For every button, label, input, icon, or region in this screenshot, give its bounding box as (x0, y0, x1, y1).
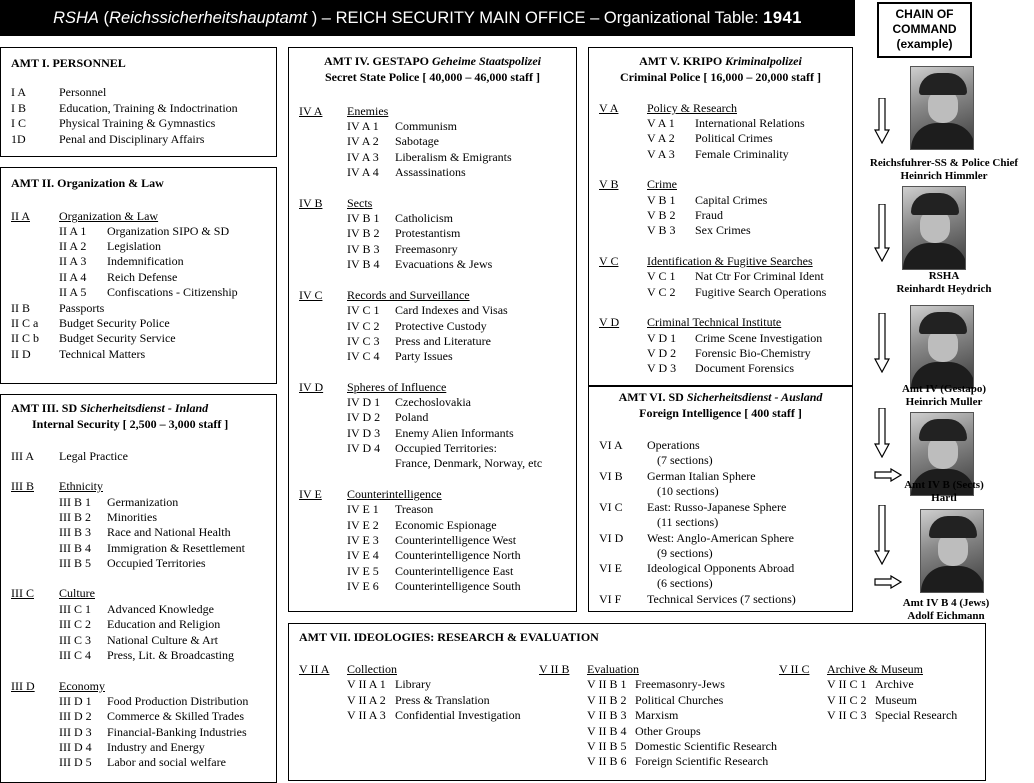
org-code: IV D 3 (347, 426, 381, 440)
org-code: III B 5 (59, 556, 91, 570)
org-code: V D 2 (647, 346, 677, 360)
org-code: III B 2 (59, 510, 91, 524)
org-label: Policy & Research (647, 101, 737, 115)
org-code: III C (11, 586, 34, 600)
org-code: I A (11, 85, 26, 99)
amt-1-heading: AMT I. PERSONNEL (11, 56, 126, 70)
org-label: Identification & Fugitive Searches (647, 254, 813, 268)
org-label: (11 sections) (657, 515, 719, 529)
org-label: Fraud (695, 208, 723, 222)
org-code: IV A (299, 104, 323, 118)
org-label: Marxism (635, 708, 679, 723)
org-label: Archive & Museum (827, 662, 923, 676)
down-arrow-icon (874, 408, 890, 458)
org-label: Reich Defense (107, 270, 178, 284)
org-label: (6 sections) (657, 576, 713, 590)
org-code: IV A 4 (347, 165, 379, 179)
org-code: VI D (599, 531, 624, 545)
org-label: Germanization (107, 495, 179, 509)
org-label: Criminal Technical Institute (647, 315, 782, 329)
amt-2-box (0, 167, 277, 384)
org-label: (10 sections) (657, 484, 719, 498)
org-label: Budget Security Service (59, 331, 176, 345)
right-arrow-icon (874, 575, 902, 589)
org-code: IV B 2 (347, 226, 380, 240)
down-arrow-icon (874, 313, 890, 373)
org-code: IV A 2 (347, 134, 379, 148)
org-code: V II C (779, 662, 810, 676)
caption-title: Amt IV B (Sects) (904, 479, 984, 491)
org-code: V II A 3 (347, 708, 386, 723)
org-code: VI E (599, 561, 622, 575)
org-code: III B 3 (59, 525, 91, 539)
org-label: Sex Crimes (695, 223, 751, 237)
org-label: Enemies (347, 104, 389, 118)
org-label: Foreign Scientific Research (635, 754, 769, 769)
org-code: V II B (539, 662, 570, 676)
org-code: IV C 2 (347, 319, 380, 333)
amt-4-box (288, 47, 577, 612)
org-label: Special Research (875, 708, 958, 723)
org-label: Liberalism & Emigrants (395, 150, 512, 164)
org-label: Sects (347, 196, 373, 210)
org-code: III D 1 (59, 694, 92, 708)
org-label: Crime Scene Investigation (695, 331, 823, 345)
amt-3-box (0, 394, 277, 783)
org-label: Press & Translation (395, 692, 490, 707)
org-code: IV E 3 (347, 533, 379, 547)
org-code: V II B 6 (587, 754, 627, 769)
org-label: Document Forensics (695, 361, 794, 375)
amt-2-heading: AMT II. Organization & Law (11, 176, 164, 190)
org-label: Passports (59, 301, 105, 315)
org-code: V II B 1 (587, 677, 627, 692)
org-label: Confidential Investigation (395, 708, 521, 723)
title-rest: ) – REICH SECURITY MAIN OFFICE – Organizational Table: (307, 9, 764, 27)
org-code: V A 1 (647, 116, 675, 130)
org-code: IV E 6 (347, 579, 379, 593)
org-label: Counterintelligence East (395, 564, 514, 578)
org-code: III B (11, 479, 34, 493)
org-label: German Italian Sphere (647, 469, 756, 483)
org-code: II A 3 (59, 254, 87, 268)
org-label: Communism (395, 119, 458, 133)
title-year: 1941 (763, 9, 802, 27)
org-label: Organization & Law (59, 209, 159, 223)
amt-6-heading: AMT VI. SD Sicherheitsdienst - Ausland (618, 390, 823, 404)
right-arrow-icon (874, 468, 902, 482)
org-code: V A 2 (647, 131, 675, 145)
title-org: RSHA (53, 9, 99, 27)
amt-3-subheading: Internal Security [ 2,500 – 3,000 staff ] (32, 417, 229, 431)
org-code: 1D (11, 132, 26, 146)
org-label: Food Production Distribution (107, 694, 249, 708)
org-label: Legal Practice (59, 449, 128, 463)
org-label: Financial-Banking Industries (107, 725, 247, 739)
org-code: V A (599, 101, 619, 115)
org-code: I C (11, 116, 26, 130)
org-code: V II A (299, 662, 330, 676)
portrait-caption (861, 597, 1031, 623)
org-label: Indemnification (107, 254, 184, 268)
org-label: Counterintelligence North (395, 548, 521, 562)
org-code: V D (599, 315, 620, 329)
org-label: Freemasonry-Jews (635, 677, 725, 692)
org-code: V II A 1 (347, 677, 386, 692)
org-code: V II C 1 (827, 677, 867, 692)
org-code: V II C 3 (827, 708, 867, 723)
org-code: IV B 1 (347, 211, 380, 225)
org-code: II A 2 (59, 239, 87, 253)
org-label: Occupied Territories: (395, 441, 497, 455)
org-code: V C (599, 254, 619, 268)
org-label: Personnel (59, 85, 107, 99)
org-code: V II A 2 (347, 692, 386, 707)
org-code: VI C (599, 500, 623, 514)
org-label: Economy (59, 679, 105, 693)
org-label: Press, Lit. & Broadcasting (107, 648, 234, 662)
org-code: IV E 2 (347, 518, 379, 532)
org-code: II A (11, 209, 30, 223)
caption-name: Adolf Eichmann (907, 610, 985, 622)
org-code: II A 4 (59, 270, 87, 284)
org-label: Confiscations - Citizenship (107, 285, 238, 299)
org-label: Protective Custody (395, 319, 487, 333)
org-label: Organization SIPO & SD (107, 224, 230, 238)
org-label: (7 sections) (657, 453, 713, 467)
org-code: III D (11, 679, 35, 693)
org-code: I B (11, 101, 26, 115)
org-label: (9 sections) (657, 546, 713, 560)
org-code: V II B 5 (587, 739, 627, 753)
org-label: Political Crimes (695, 131, 773, 145)
org-label: Crime (647, 177, 677, 191)
down-arrow-icon (874, 505, 890, 565)
org-code: IV D 1 (347, 395, 381, 409)
org-code: IV B (299, 196, 323, 210)
org-label: Immigration & Resettlement (107, 541, 245, 555)
org-label: Archive (875, 677, 914, 692)
org-label: Records and Surveillance (347, 288, 470, 302)
caption-name: Heinrich Himmler (900, 170, 988, 182)
org-label: Assassinations (395, 165, 466, 179)
org-label: Education and Religion (107, 617, 221, 631)
org-code: IV C (299, 288, 323, 302)
org-code: IV E (299, 487, 322, 501)
org-label: Freemasonry (395, 242, 458, 256)
org-label: Race and National Health (107, 525, 231, 539)
org-code: IV C 3 (347, 334, 380, 348)
portrait-photo (920, 509, 984, 593)
org-code: II D (11, 347, 31, 361)
org-label: Occupied Territories (107, 556, 206, 570)
org-code: VI A (599, 438, 623, 452)
amt-6-box (588, 385, 853, 612)
portrait-photo (902, 186, 966, 270)
org-label: Technical Services (7 sections) (647, 592, 796, 606)
portrait-caption (859, 383, 1029, 409)
org-code: V D 3 (647, 361, 677, 375)
page-title: RSHA (Reichssicherheitshauptamt ) – REICH SECURITY MAIN OFFICE – Organizational Table: 1941 (0, 0, 855, 36)
caption-name: Heinrich Muller (905, 396, 983, 408)
org-code: II C b (11, 331, 39, 345)
org-code: V A 3 (647, 147, 675, 161)
org-label: National Culture & Art (107, 633, 218, 647)
org-label: Economic Espionage (395, 518, 497, 532)
org-label: Nat Ctr For Criminal Ident (695, 269, 824, 283)
org-code: IV E 5 (347, 564, 379, 578)
caption-title: Amt IV B 4 (Jews) (902, 597, 990, 609)
org-label: Domestic Scientific Research (635, 739, 777, 753)
org-code: IV D 4 (347, 441, 381, 455)
title-org-german: Reichssicherheitshauptamt (109, 9, 308, 27)
org-label: Fugitive Search Operations (695, 285, 827, 299)
chain-of-command-heading: CHAIN OF COMMAND (example) (877, 2, 972, 58)
org-label: Treason (395, 502, 434, 516)
org-code: IV C 4 (347, 349, 380, 363)
org-label: Operations (647, 438, 700, 452)
amt-1-box (0, 47, 277, 157)
org-code: IV E 4 (347, 548, 379, 562)
org-label: Industry and Energy (107, 740, 205, 754)
org-code: V D 1 (647, 331, 677, 345)
org-label: Ethnicity (59, 479, 103, 493)
org-label: Museum (875, 692, 917, 707)
org-label: Education, Training & Indoctrination (59, 101, 238, 115)
org-code: VI F (599, 592, 622, 606)
org-label: Spheres of Influence (347, 380, 447, 394)
org-label: Advanced Knowledge (107, 602, 214, 616)
org-code: III B 4 (59, 541, 91, 555)
org-code: III D 4 (59, 740, 92, 754)
org-label: Library (395, 677, 431, 692)
caption-title: Amt IV (Gestapo) (901, 383, 987, 395)
org-code: IV A 1 (347, 119, 379, 133)
org-label: Press and Literature (395, 334, 491, 348)
org-code: V II B 3 (587, 708, 627, 723)
org-code: IV B 3 (347, 242, 380, 256)
org-label: France, Denmark, Norway, etc (395, 456, 543, 470)
org-label: Czechoslovakia (395, 395, 471, 409)
amt-3-heading: AMT III. SD Sicherheitsdienst - Inland (11, 401, 209, 415)
org-code: IV D 2 (347, 410, 381, 424)
org-label: Enemy Alien Informants (395, 426, 514, 440)
org-label: Labor and social welfare (107, 755, 226, 769)
org-label: Ideological Opponents Abroad (647, 561, 795, 575)
down-arrow-icon (874, 204, 890, 262)
org-code: III C 1 (59, 602, 91, 616)
caption-name: Reinhardt Heydrich (896, 283, 992, 295)
org-code: V C 1 (647, 269, 676, 283)
org-label: Female Criminality (695, 147, 789, 161)
org-code: II B (11, 301, 30, 315)
amt-5-heading: AMT V. KRIPO Kriminalpolizei (639, 54, 802, 68)
org-label: Technical Matters (59, 347, 146, 361)
org-label: Legislation (107, 239, 161, 253)
org-label: Counterintelligence West (395, 533, 517, 547)
org-label: Evacuations & Jews (395, 257, 493, 271)
org-code: IV B 4 (347, 257, 380, 271)
org-code: VI B (599, 469, 623, 483)
amt-5-box (588, 47, 853, 387)
org-label: Culture (59, 586, 95, 600)
amt-5-subheading: Criminal Police [ 16,000 – 20,000 staff ] (620, 70, 821, 84)
org-code: II A 1 (59, 224, 87, 238)
org-label: Physical Training & Gymnastics (59, 116, 216, 130)
org-code: III B 1 (59, 495, 91, 509)
org-code: V II C 2 (827, 692, 867, 707)
org-label: Collection (347, 662, 397, 676)
org-code: IV E 1 (347, 502, 379, 516)
org-label: Capital Crimes (695, 193, 768, 207)
org-code: IV C 1 (347, 303, 380, 317)
org-code: III C 2 (59, 617, 91, 631)
org-code: III C 3 (59, 633, 91, 647)
org-code: V B (599, 177, 619, 191)
org-label: International Relations (695, 116, 805, 130)
org-label: Sabotage (395, 134, 439, 148)
portrait-photo (910, 305, 974, 389)
org-code: II A 5 (59, 285, 87, 299)
org-label: Card Indexes and Visas (395, 303, 508, 317)
org-code: III D 5 (59, 755, 92, 769)
org-label: Party Issues (395, 349, 453, 363)
org-label: Counterintelligence South (395, 579, 521, 593)
org-code: III D 2 (59, 709, 92, 723)
org-code: II C a (11, 316, 39, 330)
org-label: Penal and Disciplinary Affairs (59, 132, 205, 146)
org-label: Counterintelligence (347, 487, 442, 501)
org-code: V B 1 (647, 193, 676, 207)
org-label: Forensic Bio-Chemistry (695, 346, 811, 360)
org-code: III A (11, 449, 34, 463)
org-label: Poland (395, 410, 429, 424)
org-label: Protestantism (395, 226, 461, 240)
amt-7-heading: AMT VII. IDEOLOGIES: RESEARCH & EVALUATION (299, 630, 599, 644)
caption-title: Reichsfuhrer-SS & Police Chief (869, 157, 1019, 169)
org-label: Minorities (107, 510, 157, 524)
amt-7-box (288, 623, 986, 781)
caption-name: Hartl (931, 492, 957, 504)
org-label: Other Groups (635, 723, 701, 738)
portrait-caption (859, 270, 1029, 296)
org-code: V B 2 (647, 208, 676, 222)
org-label: East: Russo-Japanese Sphere (647, 500, 787, 514)
org-code: III D 3 (59, 725, 92, 739)
amt-4-heading: AMT IV. GESTAPO Geheime Staatspolizei (323, 54, 542, 68)
org-code: V II B 4 (587, 723, 627, 738)
portrait-caption (859, 479, 1029, 505)
org-label: Commerce & Skilled Trades (107, 709, 244, 723)
org-label: Catholicism (395, 211, 453, 225)
org-label: Budget Security Police (59, 316, 170, 330)
org-code: V C 2 (647, 285, 676, 299)
org-code: IV A 3 (347, 150, 379, 164)
org-code: V B 3 (647, 223, 676, 237)
org-label: Political Churches (635, 692, 724, 707)
org-code: IV D (299, 380, 324, 394)
down-arrow-icon (874, 98, 890, 144)
portrait-photo (910, 66, 974, 150)
org-label: Evaluation (587, 662, 639, 676)
org-label: West: Anglo-American Sphere (647, 531, 794, 545)
portrait-caption (859, 157, 1029, 183)
amt-6-subheading: Foreign Intelligence [ 400 staff ] (639, 406, 802, 420)
org-code: V II B 2 (587, 692, 627, 707)
org-code: III C 4 (59, 648, 91, 662)
amt-4-subheading: Secret State Police [ 40,000 – 46,000 staff ] (324, 70, 541, 84)
caption-title: RSHA (928, 270, 960, 282)
